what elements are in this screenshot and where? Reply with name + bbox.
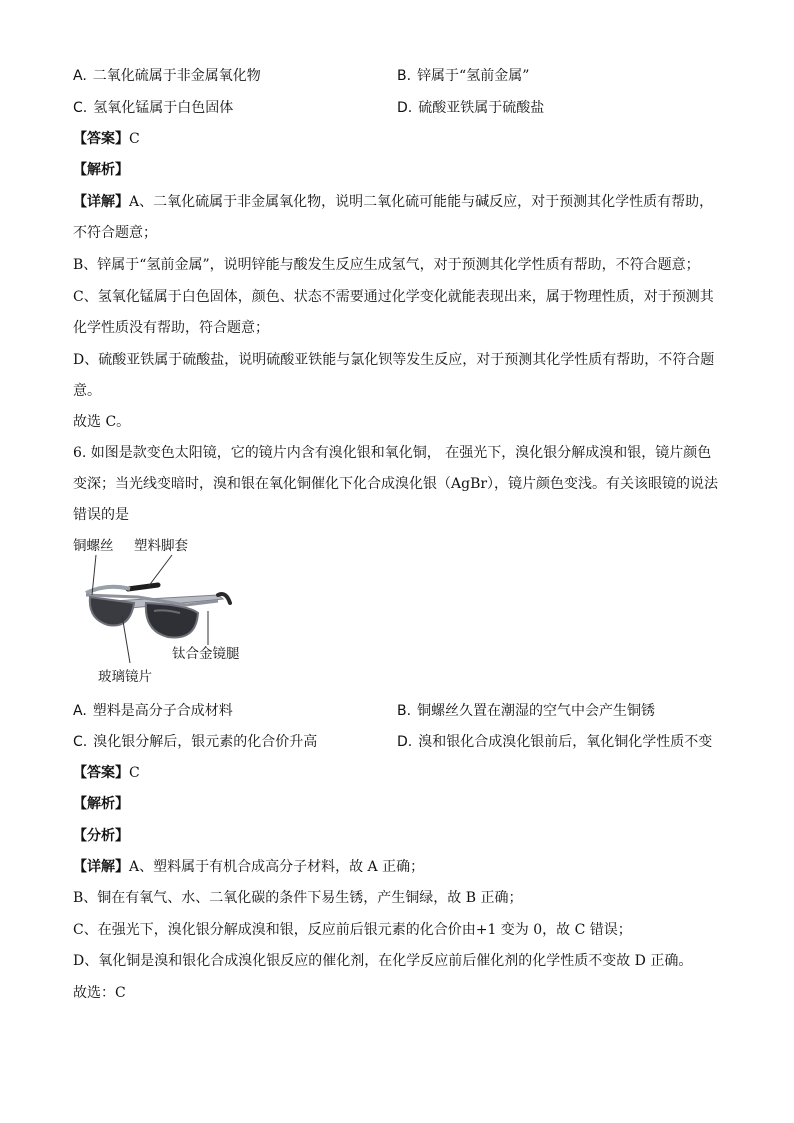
label-glass-lens: 玻璃镜片 (98, 669, 152, 685)
q6-analysis-heading (73, 794, 129, 814)
q5-detail-text-1: A、二氧化硫属于非金属氧化物，说明二氧化硫可能能与碱反应，对于预测其化学性质有帮助， (129, 194, 714, 210)
sunglasses-figure (68, 533, 268, 693)
q5-answer-tag: 【答案】 (73, 131, 129, 147)
q5-detail-line-2: 不符合题意； (73, 225, 157, 241)
q6-fenxi-heading (73, 826, 129, 846)
q6-detail-text-1: A、塑料属于有机合成高分子材料，故 A 正确； (129, 859, 425, 875)
q5-option-b-label: B. (397, 68, 412, 84)
q5-detail-line-3: B、锌属于“氢前金属”，说明锌能与酸发生反应生成氢气，对于预测其化学性质有帮助，不符合题意； (73, 257, 700, 273)
q5-option-b (397, 66, 529, 86)
q6-option-b (397, 701, 655, 721)
q5-answer-value: C (129, 131, 140, 147)
label-plastic-tip: 塑料脚套 (134, 538, 188, 554)
label-copper-screw: 铜螺丝 (73, 538, 114, 554)
q6-option-c (73, 732, 317, 752)
q5-detail-line-6: D、硫酸亚铁属于硫酸盐，说明硫酸亚铁能与氯化钡等发生反应，对于预测其化学性质有帮助，不符合题 (73, 352, 715, 368)
q5-option-b-text: 锌属于“氢前金属” (417, 68, 530, 84)
label-titanium-leg: 钛合金镜腿 (172, 646, 240, 662)
q6-analysis-tag: 【解析】 (73, 796, 129, 812)
q5-analysis-heading (73, 160, 129, 180)
q6-option-a-text: 塑料是高分子合成材料 (92, 703, 233, 719)
q5-option-a-text: 二氧化硫属于非金属氧化物 (92, 68, 261, 84)
q6-conclusion: 故选：C (73, 985, 126, 1001)
q6-answer-tag: 【答案】 (73, 765, 129, 781)
q5-option-c-label: C. (73, 100, 88, 116)
q5-analysis-tag: 【解析】 (73, 162, 129, 178)
q6-detail-line-1 (73, 857, 424, 877)
q5-option-c (73, 98, 233, 118)
q6-stem-line-1: 6. 如图是款变色太阳镜，它的镜片内含有溴化银和氧化铜， 在强光下，溴化银分解成溴和银，镜片颜色 (73, 445, 712, 461)
q6-fenxi-tag: 【分析】 (73, 828, 129, 844)
q6-answer (73, 763, 140, 783)
q6-option-d (397, 732, 712, 752)
q6-answer-value: C (129, 765, 140, 781)
q6-detail-line-3: C、在强光下，溴化银分解成溴和银，反应前后银元素的化合价由+1 变为 0，故 C 错误； (73, 922, 632, 938)
q6-option-c-text: 溴化银分解后，银元素的化合价升高 (93, 734, 318, 750)
q5-detail-line-4: C、氢氧化锰属于白色固体，颜色、状态不需要通过化学变化就能表现出来，属于物理性质，对于预测其 (73, 289, 714, 305)
q6-detail-line-4: D、氧化铜是溴和银化合成溴化银反应的催化剂，在化学反应前后催化剂的化学性质不变故 D 正确。 (73, 953, 693, 969)
q6-option-d-label: D. (397, 734, 413, 750)
q5-option-d (397, 98, 544, 118)
q6-stem-line-2: 变深；当光线变暗时，溴和银在氧化铜催化下化合成溴化银（AgBr），镜片颜色变浅。有关该眼镜的说法 (73, 476, 719, 492)
q6-detail-tag: 【详解】 (73, 859, 129, 875)
q5-detail-line-1 (73, 192, 713, 212)
q5-option-c-text: 氢氧化锰属于白色固体 (93, 100, 234, 116)
q6-option-a-label: A. (73, 703, 87, 719)
q5-option-d-text: 硫酸亚铁属于硫酸盐 (418, 100, 545, 116)
q5-option-d-label: D. (397, 100, 413, 116)
q6-detail-line-2: B、铜在有氧气、水、二氧化碳的条件下易生锈，产生铜绿，故 B 正确； (73, 890, 523, 906)
q6-option-b-text: 铜螺丝久置在潮湿的空气中会产生铜锈 (417, 703, 656, 719)
q6-option-a (73, 701, 233, 721)
q6-option-c-label: C. (73, 734, 88, 750)
q6-option-b-label: B. (397, 703, 412, 719)
q5-detail-line-7: 意。 (73, 383, 101, 399)
q6-option-d-text: 溴和银化合成溴化银前后，氧化铜化学性质不变 (418, 734, 713, 750)
q5-option-a-label: A. (73, 68, 87, 84)
q5-answer (73, 129, 140, 149)
q5-option-a (73, 66, 261, 86)
q5-detail-tag: 【详解】 (73, 194, 129, 210)
q5-detail-line-5: 化学性质没有帮助，符合题意； (73, 320, 269, 336)
q6-stem-line-3: 错误的是 (73, 507, 129, 523)
q5-conclusion: 故选 C。 (73, 414, 131, 430)
